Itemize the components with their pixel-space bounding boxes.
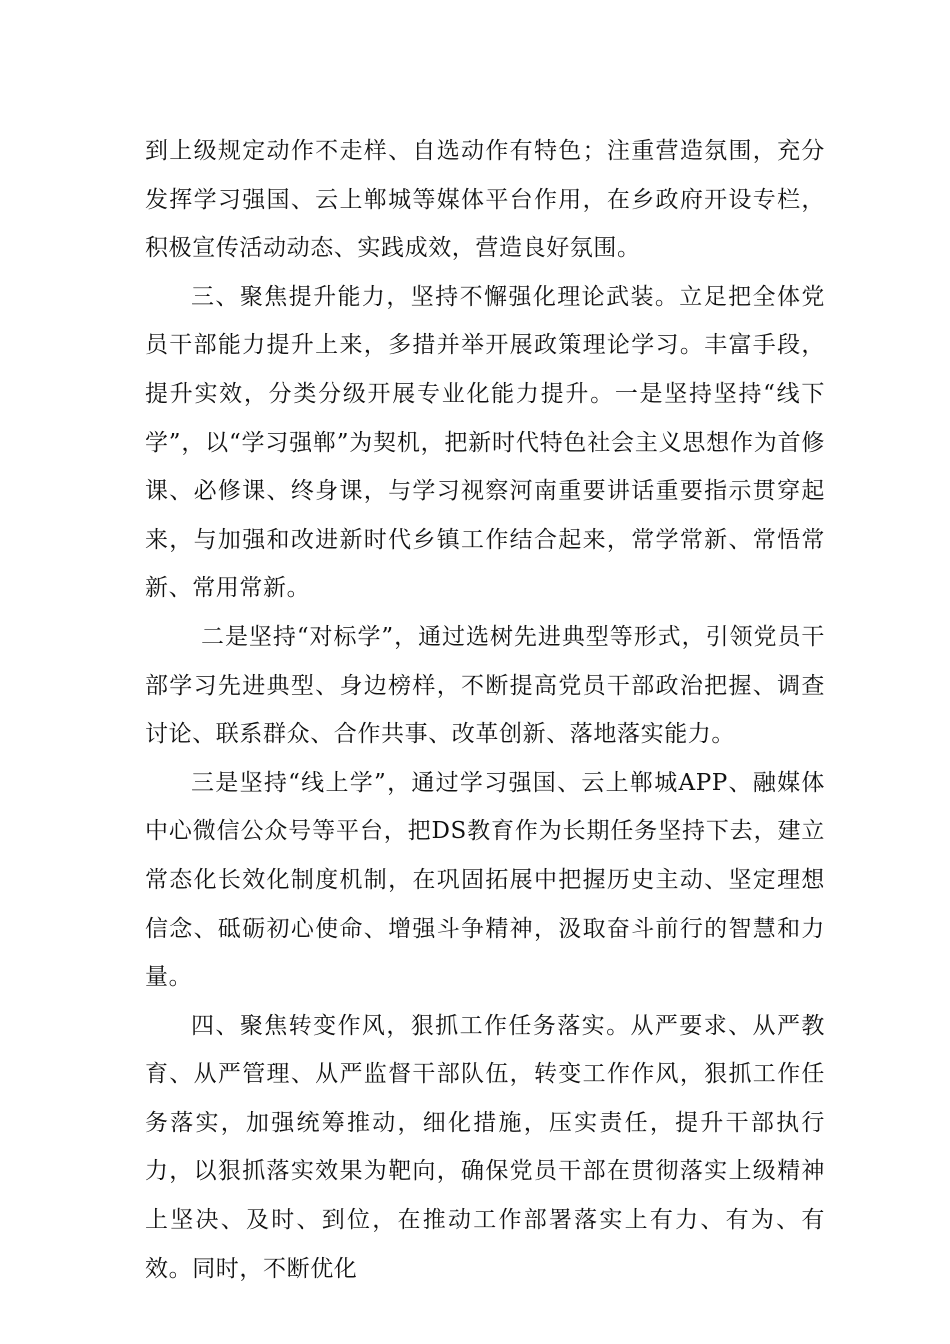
document-body — [145, 127, 825, 1293]
paragraph-section-four: 四、聚焦转变作风，狠抓工作任务落实。从严要求、从严教育、从严管理、从严监督干部队伍，转变工作作风，狠抓工作任务落实，加强统筹推动，细化措施，压实责任，提升干部执行力，以狠抓落实效果为靶向，确保党员干部在贯彻落实上级精神上坚决、及时、到位，在推动工作部署落实上有力、有为、有效。同时，不断优化 — [145, 1012, 825, 1282]
paragraph-continuation: 到上级规定动作不走样、自选动作有特色；注重营造氛围，充分发挥学习强国、云上郸城等媒体平台作用，在乡政府开设专栏，积极宣传活动动态、实践成效，营造良好氛围。 — [145, 138, 825, 262]
paragraph-benchmark-study: 二是坚持“对标学”，通过选树先进典型等形式，引领党员干部学习先进典型、身边榜样，不断提高党员干部政治把握、调查讨论、联系群众、合作共事、改革创新、落地落实能力。 — [145, 623, 825, 748]
paragraph-online-study: 三是坚持“线上学”，通过学习强国、云上郸城APP、融媒体中心微信公众号等平台，把DS教育作为长期任务坚持下去，建立常态化长效化制度机制，在巩固拓展中把握历史主动、坚定理想信念、砥砺初心使命、增强斗争精神，汲取奋斗前行的智慧和力量。 — [145, 769, 825, 991]
paragraph-section-three: 三、聚焦提升能力，坚持不懈强化理论武装。立足把全体党员干部能力提升上来，多措并举开展政策理论学习。丰富手段，提升实效，分类分级开展专业化能力提升。一是坚持坚持“线下学”，以“学习强郸”为契机，把新时代特色社会主义思想作为首修课、必修课、终身课，与学习视察河南重要讲话重要指示贯穿起来，与加强和改进新时代乡镇工作结合起来，常学常新、常悟常新、常用常新。 — [145, 283, 825, 602]
